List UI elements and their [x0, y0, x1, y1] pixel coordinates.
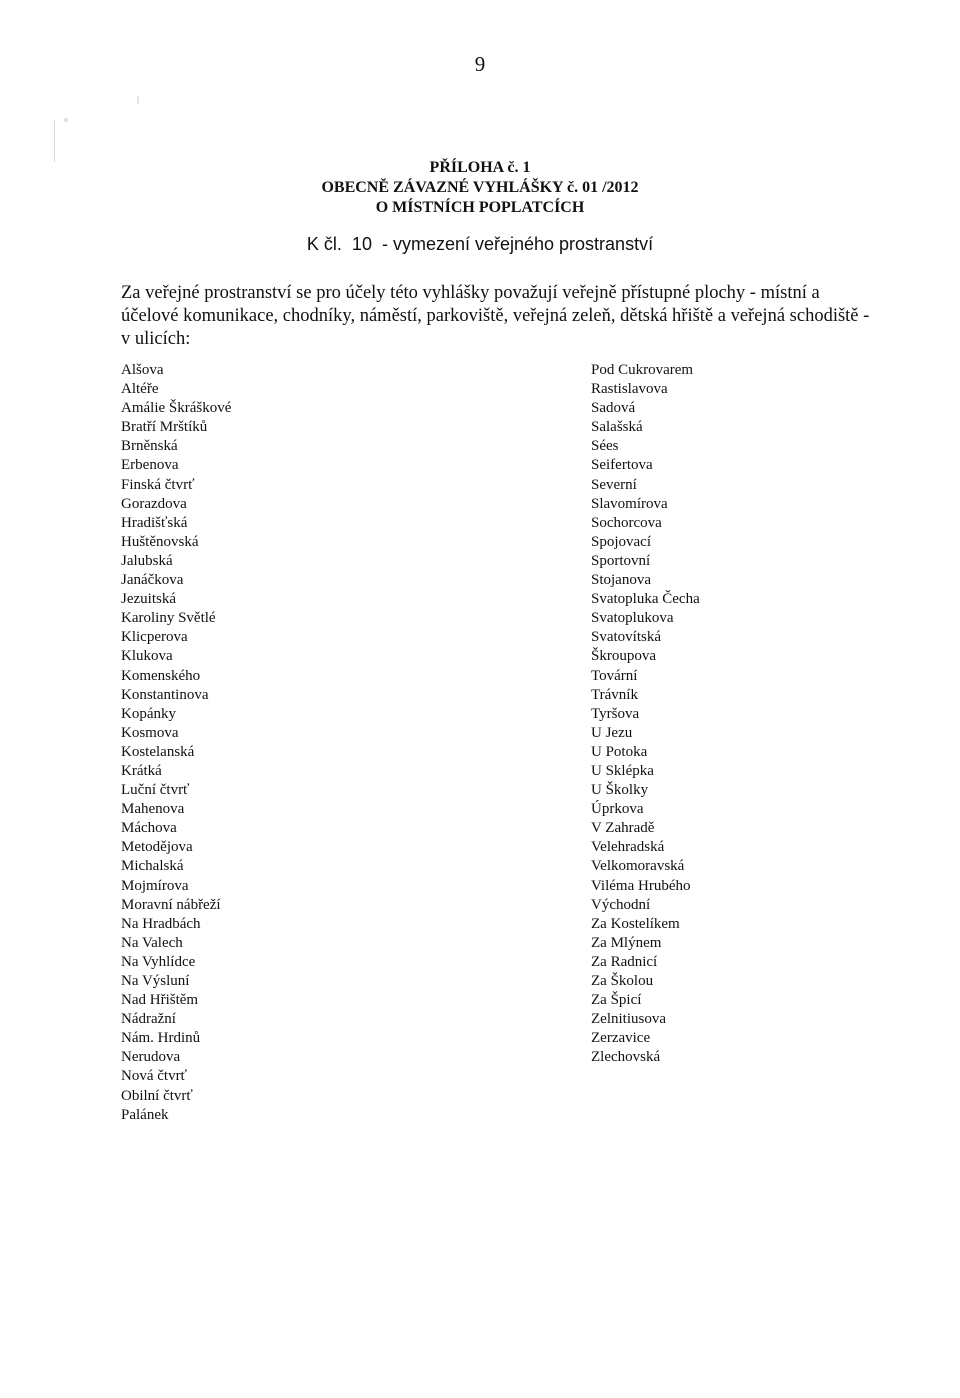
street-name: Nám. Hrdinů	[121, 1030, 201, 1047]
street-name: Huštěnovská	[121, 533, 199, 550]
street-name: Za Kostelíkem	[591, 915, 680, 932]
street-name: Komenského	[121, 667, 201, 684]
street-name: Palánek	[121, 1106, 169, 1123]
street-name: Karoliny Světlé	[121, 610, 216, 627]
street-name: Jezuitská	[121, 591, 176, 608]
street-name: Pod Cukrovarem	[591, 362, 694, 378]
street-name: Svatopluka Čecha	[591, 591, 700, 608]
article-heading: K čl. 10 - vymezení veřejného prostranství	[306, 234, 654, 254]
annex-title: PŘÍLOHA č. 1	[429, 159, 531, 176]
street-name: Nerudova	[121, 1049, 181, 1066]
street-name: Klicperova	[121, 629, 188, 646]
street-name: Máchova	[121, 820, 177, 837]
street-name: Konstantinova	[121, 686, 209, 703]
street-name: U Jezu	[591, 724, 633, 741]
street-name: Velehradská	[591, 839, 665, 856]
street-name: Zerzavice	[591, 1030, 651, 1047]
street-name: Hradišťská	[121, 514, 188, 531]
street-name: Východní	[591, 896, 651, 913]
street-name: Janáčkova	[121, 572, 184, 589]
street-name: Rastislavova	[591, 381, 668, 398]
street-name: Nová čtvrť	[121, 1068, 187, 1085]
street-name: Jalubská	[121, 552, 173, 569]
street-name: Zlechovská	[591, 1049, 661, 1066]
street-name: Trávník	[591, 686, 638, 703]
street-name: Za Špicí	[591, 992, 642, 1009]
street-name: Sées	[591, 438, 619, 455]
street-name: Moravní nábřeží	[121, 896, 221, 913]
intro-paragraph: Za veřejné prostranství se pro účely této vyhlášky považují veřejně přístupné plochy - místní a účelové komunikace, chodníky, náměstí, parkoviště, veřejná zeleň, dětská hřiště a veřejná schodiště - v ulicích:	[121, 283, 870, 349]
street-name: V Zahradě	[591, 820, 655, 837]
street-name: Slavomírova	[591, 495, 668, 512]
street-name: Zelnitiusova	[591, 1011, 666, 1028]
street-name: Metodějova	[121, 839, 193, 856]
street-name: Kopánky	[121, 705, 176, 722]
street-name: Stojanova	[591, 572, 651, 589]
street-name: Nad Hřištěm	[121, 992, 199, 1009]
street-name: Sadová	[591, 400, 636, 417]
street-list-right	[591, 361, 700, 1067]
street-name: Na Hradbách	[121, 915, 201, 932]
street-name: Na Valech	[121, 934, 183, 951]
street-name: Svatoplukova	[591, 610, 674, 627]
street-name: Alšova	[121, 362, 164, 378]
street-name: Na Výsluní	[121, 973, 190, 989]
street-name: Luční čtvrť	[121, 782, 190, 799]
street-name: Viléma Hrubého	[591, 877, 691, 894]
street-name: Tyršova	[591, 705, 640, 722]
street-name: Na Vyhlídce	[121, 953, 196, 970]
decree-subject: O MÍSTNÍCH POPLATCÍCH	[375, 199, 585, 216]
street-name: Sportovní	[591, 552, 651, 569]
street-name: Úprkova	[591, 801, 644, 818]
scan-artifact	[64, 118, 68, 122]
street-name: Michalská	[121, 858, 184, 875]
street-name: Kosmova	[121, 724, 179, 741]
street-name: Klukova	[121, 648, 173, 665]
scan-artifact	[54, 120, 55, 162]
scan-artifact	[137, 96, 139, 104]
decree-title: OBECNĚ ZÁVAZNÉ VYHLÁŠKY č. 01 /2012	[321, 179, 639, 196]
street-name: Krátká	[121, 762, 162, 779]
street-name: Za Radnicí	[591, 953, 658, 970]
street-name: Nádražní	[121, 1011, 176, 1028]
street-name: Amálie Škráškové	[121, 400, 232, 417]
street-list-left	[121, 361, 231, 1125]
street-name: Tovární	[591, 667, 638, 684]
street-name: Bratří Mrštíků	[121, 419, 208, 436]
street-name: Mahenova	[121, 801, 185, 818]
street-name: Mojmírova	[121, 877, 189, 894]
street-name: Severní	[591, 476, 637, 493]
street-name: Altéře	[121, 381, 159, 398]
street-name: Obilní čtvrť	[121, 1087, 193, 1104]
street-name: Salašská	[591, 419, 643, 436]
street-name: Za Školou	[591, 973, 654, 989]
street-name: Gorazdova	[121, 495, 187, 512]
street-name: Kostelanská	[121, 743, 195, 760]
street-name: U Potoka	[591, 743, 648, 760]
street-name: U Sklépka	[591, 762, 654, 779]
street-name: Velkomoravská	[591, 858, 685, 875]
street-name: Seifertova	[591, 457, 653, 474]
street-name: Erbenova	[121, 457, 179, 474]
street-name: U Školky	[591, 782, 649, 799]
street-name: Škroupova	[591, 648, 656, 665]
street-name: Spojovací	[591, 533, 651, 550]
street-name: Brněnská	[121, 438, 178, 455]
street-name: Finská čtvrť	[121, 476, 195, 493]
street-name: Za Mlýnem	[591, 934, 662, 951]
page-number: 9	[474, 52, 486, 76]
street-name: Sochorcova	[591, 514, 662, 531]
street-name: Svatovítská	[591, 629, 661, 646]
